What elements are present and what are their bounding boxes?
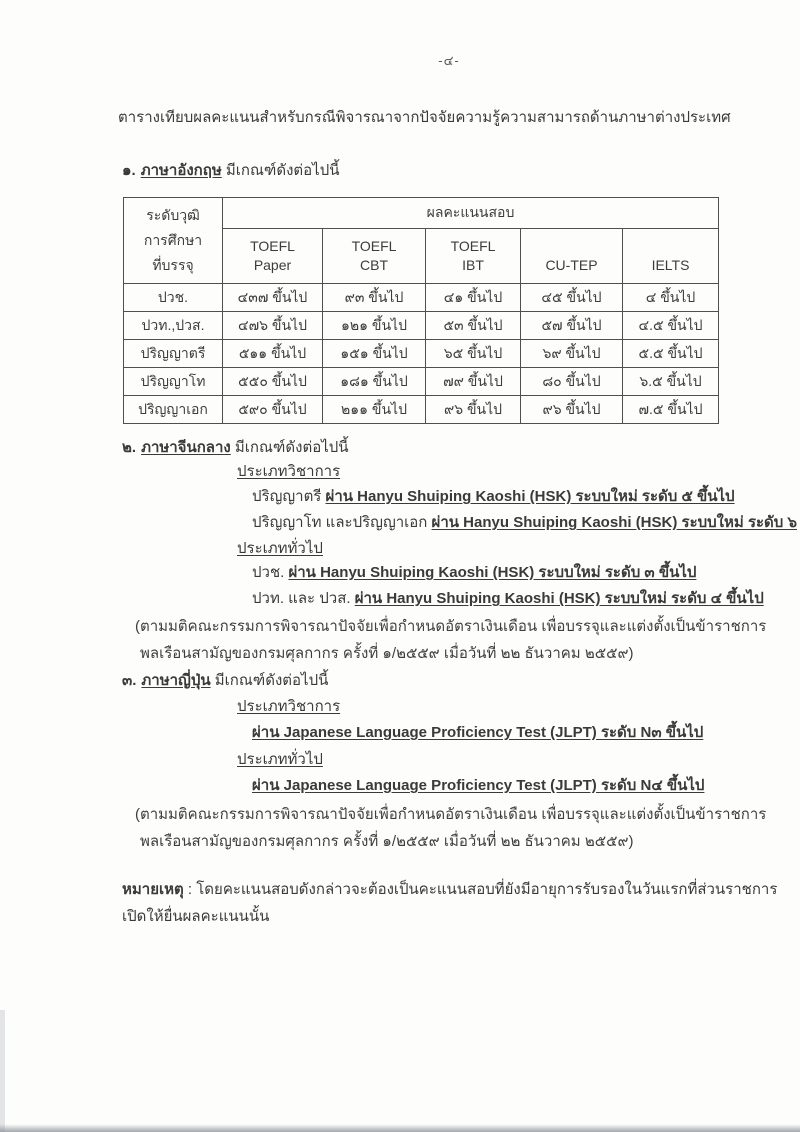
table-header-row-1 xyxy=(124,198,719,229)
section-japanese-heading xyxy=(122,670,328,691)
score-cell: ๗๙ ขึ้นไป xyxy=(426,368,521,396)
col-header-line xyxy=(521,237,622,256)
footnote-text: : โดยคะแนนสอบดังกล่าวจะต้องเป็นคะแนนสอบที่ยังมีอายุการรับรองในวันแรกที่ส่วนราชการ xyxy=(183,881,778,898)
col-header-line: Paper xyxy=(253,257,292,273)
item-prefix: ปริญญาโท และปริญญาเอก xyxy=(252,514,432,531)
score-cell: ๗.๕ ขึ้นไป xyxy=(623,396,719,424)
col-header-line: CU-TEP xyxy=(545,257,598,273)
row-header-line-3: ที่บรรจุ xyxy=(152,257,194,273)
col-header-line: TOEFL xyxy=(450,238,496,254)
score-cell: ๕๙๐ ขึ้นไป xyxy=(223,396,323,424)
score-cell: ๑๒๑ ขึ้นไป xyxy=(323,312,426,340)
col-header-line: CBT xyxy=(360,257,388,273)
score-cell: ๕๓ ขึ้นไป xyxy=(426,312,521,340)
level-cell: ปริญญาเอก xyxy=(124,396,223,424)
section-japanese-number: ๓. xyxy=(122,672,137,689)
chinese-academic-item-2 xyxy=(252,512,797,533)
score-cell: ๙๖ ขึ้นไป xyxy=(521,396,623,424)
col-header-line: TOEFL xyxy=(351,238,397,254)
section-english-heading-suffix: มีเกณฑ์ดังต่อไปนี้ xyxy=(221,162,340,179)
table-row xyxy=(124,340,719,368)
level-cell: ปริญญาตรี xyxy=(124,340,223,368)
section-chinese-language-name: ภาษาจีนกลาง xyxy=(141,439,231,456)
score-cell: ๖.๕ ขึ้นไป xyxy=(623,368,719,396)
table-row xyxy=(124,368,719,396)
score-cell: ๕.๕ ขึ้นไป xyxy=(623,340,719,368)
row-header-line-2: การศึกษา xyxy=(143,232,203,248)
scan-edge-left xyxy=(0,1010,5,1132)
item-prefix: ปริญญาตรี xyxy=(252,488,326,505)
section-english-number: ๑. xyxy=(122,162,136,179)
col-header-cu-tep xyxy=(521,229,623,284)
chinese-committee-note-line-2: พลเรือนสามัญของกรมศุลกากร ครั้งที่ ๑/๒๕๕๙ เมื่อวันที่ ๒๒ ธันวาคม ๒๕๕๙) xyxy=(140,645,634,662)
row-header-line-1: ระดับวุฒิ xyxy=(146,207,200,223)
footnote-line-1 xyxy=(122,879,777,900)
chinese-general-label: ประเภททั่วไป xyxy=(237,540,323,557)
score-cell: ๙๓ ขึ้นไป xyxy=(323,284,426,312)
item-prefix: ปวท. และ ปวส. xyxy=(252,590,355,607)
item-requirement: ผ่าน Hanyu Shuiping Kaoshi (HSK) ระบบใหม่ ระดับ ๖ xyxy=(431,514,798,531)
table-row xyxy=(124,312,719,340)
col-header-line xyxy=(623,237,718,256)
item-requirement: ผ่าน Hanyu Shuiping Kaoshi (HSK) ระบบใหม่ ระดับ ๔ ขึ้นไป xyxy=(354,590,764,607)
item-requirement: ผ่าน Hanyu Shuiping Kaoshi (HSK) ระบบใหม่ ระดับ ๕ ขึ้นไป xyxy=(325,488,735,505)
japanese-academic-label: ประเภทวิชาการ xyxy=(237,698,341,715)
score-cell: ๔๓๗ ขึ้นไป xyxy=(223,284,323,312)
section-japanese-heading-suffix: มีเกณฑ์ดังต่อไปนี้ xyxy=(210,672,329,689)
score-cell: ๔๑ ขึ้นไป xyxy=(426,284,521,312)
table-row-header-cell xyxy=(124,198,223,284)
col-header-toefl-ibt xyxy=(426,229,521,284)
col-header-toefl-paper xyxy=(223,229,323,284)
chinese-academic-label: ประเภทวิชาการ xyxy=(237,463,341,480)
score-cell: ๑๕๑ ขึ้นไป xyxy=(323,340,426,368)
score-cell: ๔๗๖ ขึ้นไป xyxy=(223,312,323,340)
score-cell: ๘๐ ขึ้นไป xyxy=(521,368,623,396)
footnote-line-2: เปิดให้ยื่นผลคะแนนนั้น xyxy=(122,908,270,925)
level-cell: ปวช. xyxy=(124,284,223,312)
score-cell: ๖๕ ขึ้นไป xyxy=(426,340,521,368)
col-header-ielts xyxy=(623,229,719,284)
section-chinese-heading-suffix: มีเกณฑ์ดังต่อไปนี้ xyxy=(230,439,349,456)
level-cell: ปวท.,ปวส. xyxy=(124,312,223,340)
item-prefix: ปวช. xyxy=(252,564,289,581)
chinese-committee-note-line-1: (ตามมติคณะกรรมการพิจารณาปัจจัยเพื่อกำหนดอัตราเงินเดือน เพื่อบรรจุและแต่งตั้งเป็นข้าราชการ xyxy=(135,618,767,635)
score-cell: ๑๘๑ ขึ้นไป xyxy=(323,368,426,396)
col-header-line: IBT xyxy=(462,257,484,273)
section-chinese-heading xyxy=(122,437,349,458)
score-cell: ๔๕ ขึ้นไป xyxy=(521,284,623,312)
document-title: ตารางเทียบผลคะแนนสำหรับกรณีพิจารณาจากปัจจัยความรู้ความสามารถด้านภาษาต่างประเทศ xyxy=(118,109,731,126)
section-english-heading xyxy=(122,160,340,181)
item-requirement: ผ่าน Hanyu Shuiping Kaoshi (HSK) ระบบใหม่ ระดับ ๓ ขึ้นไป xyxy=(288,564,697,581)
section-japanese-language-name: ภาษาญี่ปุ่น xyxy=(141,672,211,689)
score-cell: ๕๑๑ ขึ้นไป xyxy=(223,340,323,368)
score-header-cell: ผลคะแนนสอบ xyxy=(223,198,719,229)
score-cell: ๖๙ ขึ้นไป xyxy=(521,340,623,368)
chinese-general-item-1 xyxy=(252,562,696,583)
japanese-committee-note-line-1: (ตามมติคณะกรรมการพิจารณาปัจจัยเพื่อกำหนดอัตราเงินเดือน เพื่อบรรจุและแต่งตั้งเป็นข้าราชการ xyxy=(135,806,767,823)
section-chinese-number: ๒. xyxy=(122,439,137,456)
table-row xyxy=(124,284,719,312)
english-score-table xyxy=(123,197,719,424)
score-cell: ๔ ขึ้นไป xyxy=(623,284,719,312)
score-cell: ๕๕๐ ขึ้นไป xyxy=(223,368,323,396)
score-cell: ๒๑๑ ขึ้นไป xyxy=(323,396,426,424)
score-cell: ๔.๕ ขึ้นไป xyxy=(623,312,719,340)
table-row xyxy=(124,396,719,424)
col-header-line: TOEFL xyxy=(250,238,295,254)
japanese-general-requirement: ผ่าน Japanese Language Proficiency Test (JLPT) ระดับ N๔ ขึ้นไป xyxy=(252,777,705,794)
level-cell: ปริญญาโท xyxy=(124,368,223,396)
japanese-academic-requirement: ผ่าน Japanese Language Proficiency Test (JLPT) ระดับ N๓ ขึ้นไป xyxy=(252,724,704,741)
chinese-academic-item-1 xyxy=(252,486,735,507)
score-cell: ๕๗ ขึ้นไป xyxy=(521,312,623,340)
page-number: -๔- xyxy=(438,53,460,68)
col-header-toefl-cbt xyxy=(323,229,426,284)
footnote-label: หมายเหตุ xyxy=(122,881,184,898)
col-header-line: IELTS xyxy=(651,257,690,273)
section-english-language-name: ภาษาอังกฤษ xyxy=(140,162,222,179)
chinese-general-item-2 xyxy=(252,588,764,609)
score-cell: ๙๖ ขึ้นไป xyxy=(426,396,521,424)
japanese-general-label: ประเภททั่วไป xyxy=(237,751,323,768)
scan-edge-bottom xyxy=(0,1124,800,1132)
japanese-committee-note-line-2: พลเรือนสามัญของกรมศุลกากร ครั้งที่ ๑/๒๕๕๙ เมื่อวันที่ ๒๒ ธันวาคม ๒๕๕๙) xyxy=(140,833,634,850)
